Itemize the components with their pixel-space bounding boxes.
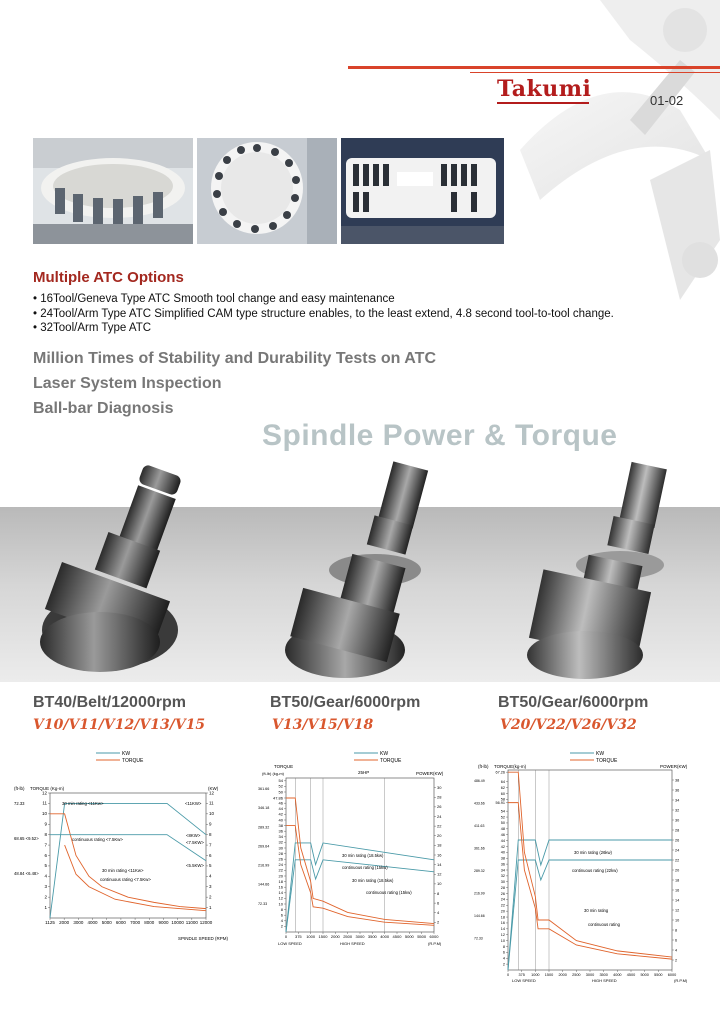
series-line-kw-continuous [508,860,672,970]
y-left-tick-label: 7 [44,842,47,848]
y-right-tick-label: 32 [675,808,680,813]
y-right-tick-label: 7 [209,842,212,848]
y-right-tick-label: 2 [437,919,440,925]
spindle-image-bt50-v20 [510,460,700,690]
plot-area [474,770,679,977]
y-left-tick-label: 60 [500,791,505,796]
y-right-tick-label: 9 [209,821,212,827]
y-left-tick-label: 30 [500,880,505,885]
y-right-tick-label: 3 [209,884,212,890]
y-left-tick-label: 40 [278,817,283,823]
atc-photo-arm-24 [197,138,337,244]
x-tick-label: 2000 [330,934,340,939]
y-right-tick-label: 4 [437,910,440,916]
y-left-tick-label: 6 [502,950,505,955]
spindle-series-label: V20/V22/V26/V32 [500,717,637,733]
y-left-extra-label: 346.18 [258,806,270,811]
y-left-tick-label: 36 [278,828,283,834]
atc-section-title: Multiple ATC Options [33,269,184,286]
spindle-series-label: V10/V11/V12/V13/V15 [33,717,206,733]
y-right-tick-label: 10 [675,918,680,923]
y-left-tick-label: 54 [500,809,505,814]
y-left-tick-label: 26 [278,856,283,862]
chart-annotation: <8KW> [186,833,201,838]
y-left-tick-label: 10 [278,901,283,907]
chart-annotation: continuous rating <7.5Kw> [72,837,123,842]
y-left-tick-label: 6 [280,912,283,918]
y-right-label: POWER(KW) [416,771,444,776]
y-left-tick-label: 2 [44,894,47,900]
spindle-image-bt50-v13 [275,460,455,690]
x-tick-label: 12000 [199,920,213,925]
y-right-tick-label: 18 [437,842,442,848]
legend-label: TORQUE [596,758,618,764]
y-right-tick-label: 30 [437,784,442,790]
series-line-torque [508,772,672,957]
y-right-tick-label: 4 [675,948,678,953]
y-left-label: TORQUE (Kg-m) [30,786,65,791]
y-left-tick-label: 20 [500,909,505,914]
x-tick-label: 8000 [144,920,155,925]
plot-frame [50,793,206,918]
atc-bullet: • 32Tool/Arm Type ATC [33,322,152,334]
test-item: Ball-bar Diagnosis [33,400,174,417]
y-left-tick-label: 44 [500,838,505,843]
brand-logo: Takumi [497,76,592,102]
atc-photo-geneva [33,138,193,244]
chart-bt40 [10,748,232,948]
y-left-tick-label: 28 [278,850,283,856]
x-label-high: HIGH SPEED [340,941,365,946]
x-tick-label: 4000 [380,934,390,939]
x-tick-label: 4500 [626,973,636,977]
legend-label: KW [596,751,605,757]
y-left-tick-label: 52 [500,815,505,820]
legend-label: TORQUE [380,758,402,764]
x-tick-label: 1500 [318,934,328,939]
x-tick-label: 3000 [355,934,365,939]
x-tick-label: 3500 [599,973,608,977]
chart-annotation: continuous rating <7.5Kw> [100,877,151,882]
y-left-extra-label: 48.84 <6.48> [14,871,39,876]
spindle-section-title: Spindle Power & Torque [262,419,618,452]
x-label-low: LOW SPEED [278,941,302,946]
y-left-tick-label: 6 [44,852,47,858]
y-left-tick-label: 30 [278,845,283,851]
series-line-torque [50,814,206,909]
atc-bullet-text: 32Tool/Arm Type ATC [40,322,152,334]
y-right-tick-label: 8 [437,890,440,896]
y-left-tick-label: 50 [500,821,505,826]
y-left-tick-label: 46 [500,833,505,838]
y-left-tick-label: 34 [500,868,505,873]
chart-annotation: continuous rating (15kw) [342,865,388,870]
test-item: Million Times of Stability and Durability Tests on ATC [33,350,436,367]
x-tick-label: 3000 [73,920,84,925]
y-left-extra-label: 68.65 <9.52> [14,836,39,841]
y-left-tick-label: 16 [278,884,283,890]
y-right-tick-label: 11 [209,800,214,806]
spindle-model-label: BT50/Gear/6000rpm [498,694,649,711]
y-left-tick-label: 10 [500,938,505,943]
x-label-rpm: (R.P.M) [428,941,442,946]
y-right-tick-label: 4 [209,873,212,879]
y-left-tick-label: 32 [500,874,505,879]
page-number: 01-02 [650,93,684,108]
test-item: Laser System Inspection [33,375,222,392]
y-right-tick-label: 16 [437,852,442,858]
atc-bullet-text: 24Tool/Arm Type ATC Simplified CAM type structure enables, to the least extend, 4.8 second tool-to-tool change. [40,307,614,320]
y-left-extra-label: 486.49 [474,779,485,783]
x-tick-label: 4000 [87,920,98,925]
y-right-tick-label: 30 [675,818,680,823]
y-left-tick-label: 47.86 [272,795,283,801]
y-left-extra-label: 361.66 [474,846,485,851]
y-left-tick-label: 42 [500,844,505,849]
x-tick-label: 0 [506,973,510,977]
y-left-tick-label: 16 [500,921,505,926]
atc-bullet: • 24Tool/Arm Type ATC Simplified CAM type structure enables, to the least extend, 4.8 second tool-to-tool change. [33,307,614,320]
x-tick-label: 1125 [45,920,55,925]
y-left-tick-label: 14 [500,927,505,932]
y-left-tick-label: 36 [500,862,505,867]
y-left-unit: (ft-lb) [478,764,489,769]
y-right-tick-label: 14 [675,898,680,903]
series-line-torque-continuous [508,803,672,960]
y-left-tick-label: 48 [500,827,505,832]
y-left-extra-label: 144.66 [258,882,270,887]
y-right-tick-label: 1 [209,904,212,910]
x-tick-label: 375 [518,973,525,977]
x-tick-label: 1000 [531,973,540,977]
spindle-image-bt40 [30,460,230,690]
x-tick-label: 6000 [115,920,126,925]
x-tick-label: 3500 [367,934,377,939]
x-tick-label: 7000 [130,920,141,925]
y-left-tick-label: 40 [500,850,505,855]
y-left-tick-label: 18 [278,878,283,884]
y-left-extra-label: 72.33 [258,901,268,906]
y-right-tick-label: 5 [209,863,212,869]
y-left-unit: (ft-lb) (kg-m) [262,771,284,776]
series-line-torque [286,798,434,924]
y-right-tick-label: 22 [437,823,442,829]
x-tick-label: 2000 [59,920,70,925]
y-left-tick-label: 52 [278,783,283,789]
y-left-tick-label: 11 [42,800,47,806]
y-left-tick-label: 54 [278,778,283,784]
y-left-tick-label: 1 [44,904,47,910]
y-left-tick-label: 22 [278,867,283,873]
spindle-model-label: BT40/Belt/12000rpm [33,694,186,711]
y-right-tick-label: 20 [437,833,442,839]
y-right-tick-label: 20 [675,868,680,873]
y-left-extra-label: 433.66 [474,801,485,806]
y-right-tick-label: 12 [675,908,680,913]
y-left-extra-label: 216.99 [474,891,485,896]
y-left-label: TORQUE [274,764,294,769]
y-left-tick-label: 42 [278,811,283,817]
atc-bullet-list [33,292,614,336]
chart-annotation: continuous rating [588,922,620,927]
y-left-tick-label: 34 [278,834,283,840]
chart-annotation: 30 min rating <11Kw> [62,801,104,806]
y-right-tick-label: 34 [675,798,680,803]
legend-label: KW [380,751,389,757]
legend-label: KW [122,751,131,757]
header-red-line [348,66,720,69]
chart-annotation: 30 min rating (26kw) [574,850,612,855]
x-tick-label: 1000 [306,934,316,939]
y-left-tick-label: 67.26 [495,770,505,775]
x-label-low: LOW SPEED [512,978,536,983]
chart-annotation: 30 min rating (18.5kw) [342,853,384,858]
y-right-tick-label: 8 [209,831,212,837]
legend-label: TORQUE [122,758,144,764]
chart-annotation: 30 min rating [584,908,609,913]
plot-area [14,790,215,925]
series-line-kw [50,803,206,918]
y-left-tick-label: 8 [44,831,47,837]
x-tick-label: 375 [294,934,302,939]
atc-photo-arm-32 [341,138,504,244]
chart-annotation: 30 min rating (18.5kw) [352,878,394,883]
x-tick-label: 1500 [544,973,554,977]
y-right-tick-label: 2 [209,894,212,900]
y-left-extra-label: 269.64 [258,844,270,849]
y-left-tick-label: 26 [500,891,505,896]
y-left-tick-label: 44 [278,806,283,812]
y-left-tick-label: 50 [278,789,283,795]
y-left-tick-label: 64 [500,780,505,785]
y-left-extra-label: 361.66 [258,787,270,791]
y-left-tick-label: 12 [278,895,283,901]
y-right-unit: (KW) [208,786,219,791]
x-label-high: HIGH SPEED [592,978,617,983]
y-left-tick-label: 2 [280,923,283,929]
y-left-tick-label: 8 [502,944,505,949]
y-right-tick-label: 28 [437,794,442,800]
y-left-tick-label: 24 [278,862,283,868]
series-line-kw [508,840,672,970]
y-left-extra-label: 144.66 [474,914,485,918]
x-label: SPINDLE SPEED (RPM) [178,936,229,941]
header-thin-line [470,72,720,73]
y-right-tick-label: 6 [675,938,678,943]
chart-annotation: continuous rating (22kw) [572,868,618,873]
decorative-tools-background [480,0,720,330]
y-left-tick-label: 56.91 [495,800,505,805]
chart-annotation: <11KW> [185,801,202,806]
y-right-tick-label: 28 [675,828,680,833]
y-left-tick-label: 24 [500,897,505,902]
y-right-tick-label: 12 [209,790,215,796]
chart-annotation: 30 min rating <11Kw> [102,868,144,873]
test-list [33,346,436,421]
x-tick-label: 2500 [572,973,581,977]
y-left-tick-label: 4 [502,956,505,961]
spindle-series-label: V13/V15/V18 [272,717,374,733]
y-left-extra-label: 411.63 [474,824,485,828]
y-right-tick-label: 22 [675,858,680,863]
y-right-tick-label: 26 [437,804,442,810]
series-line-torque-continuous [286,826,434,926]
y-right-tick-label: 24 [437,813,442,819]
y-left-label: TORQUE(kg-m) [494,764,527,769]
x-tick-label: 9000 [158,920,169,925]
y-right-tick-label: 10 [437,881,442,887]
y-left-tick-label: 8 [280,906,283,912]
y-right-tick-label: 2 [675,958,678,963]
y-right-tick-label: 6 [209,852,212,858]
y-right-tick-label: 12 [437,871,442,877]
y-left-tick-label: 4 [44,873,47,879]
y-left-extra-label: 289.32 [474,869,485,873]
y-left-tick-label: 58 [500,797,505,802]
brand-underline [497,102,589,104]
y-left-tick-label: 28 [500,885,505,890]
y-left-tick-label: 9 [44,821,47,827]
y-left-extra-label: 289.32 [258,825,270,830]
chart-bt50-v20 [470,748,692,988]
atc-bullet: • 16Tool/Geneva Type ATC Smooth tool change and easy maintenance [33,293,395,305]
y-left-tick-label: 10 [41,811,47,817]
y-right-tick-label: 38 [675,778,680,783]
y-left-extra-label: 72.33 [474,936,483,941]
x-tick-label: 3000 [585,973,595,977]
y-left-tick-label: 4 [280,918,283,924]
x-tick-label: 2500 [343,934,353,939]
y-right-label: POWER(KW) [660,764,688,769]
x-tick-label: 5000 [404,934,414,939]
y-left-tick-label: 18 [500,915,505,920]
y-right-tick-label: 10 [209,811,215,817]
x-tick-label: 6000 [429,934,439,939]
y-left-tick-label: 38 [278,822,283,828]
x-tick-label: 5000 [640,973,649,977]
x-tick-label: 0 [284,934,288,939]
y-left-tick-label: 20 [278,873,283,879]
y-right-tick-label: 24 [675,848,680,853]
series-line-kw-continuous [286,860,434,932]
x-tick-label: 10000 [171,920,184,925]
y-left-tick-label: 62 [500,785,505,790]
chart-annotation: <5.5KW> [186,863,204,868]
y-left-tick-label: 12 [41,790,47,796]
x-tick-label: 6000 [667,973,677,977]
atc-bullet-text: 16Tool/Geneva Type ATC Smooth tool change and easy maintenance [40,293,395,305]
y-left-extra-label: 216.99 [258,863,270,868]
plot-area [258,778,442,939]
y-right-tick-label: 36 [675,788,680,793]
top-label: 25HP [358,770,370,775]
x-tick-label: 5500 [417,934,427,939]
y-right-tick-label: 6 [437,900,440,906]
y-left-tick-label: 32 [278,839,283,845]
y-left-tick-label: 12 [500,933,505,938]
x-tick-label: 4000 [613,973,622,977]
y-left-tick-label: 2 [502,962,505,967]
x-tick-label: 11000 [185,920,198,925]
x-tick-label: 2000 [558,973,567,977]
y-left-tick-label: 38 [500,856,505,861]
y-left-tick-label: 5 [44,863,47,869]
x-tick-label: 4500 [392,934,402,939]
chart-bt50-v13 [256,748,456,948]
y-left-extra-label: 72.33 [14,801,25,806]
y-left-tick-label: 46 [278,800,283,806]
y-left-unit: (ft-lb) [14,786,25,791]
y-right-tick-label: 26 [675,838,680,843]
y-left-tick-label: 22 [500,903,505,908]
chart-annotation: continuous rating (15kw) [366,890,412,895]
y-left-tick-label: 3 [44,884,47,890]
y-right-tick-label: 8 [675,928,678,933]
x-label-rpm: (R.P.M) [674,978,688,983]
chart-annotation: <7.5KW> [186,840,204,845]
y-right-tick-label: 16 [675,888,680,893]
y-right-tick-label: 18 [675,878,680,883]
y-right-tick-label: 14 [437,861,442,867]
y-left-tick-label: 14 [278,890,283,896]
x-tick-label: 5500 [654,973,663,977]
spindle-model-label: BT50/Gear/6000rpm [270,694,421,711]
x-tick-label: 5000 [101,920,112,925]
